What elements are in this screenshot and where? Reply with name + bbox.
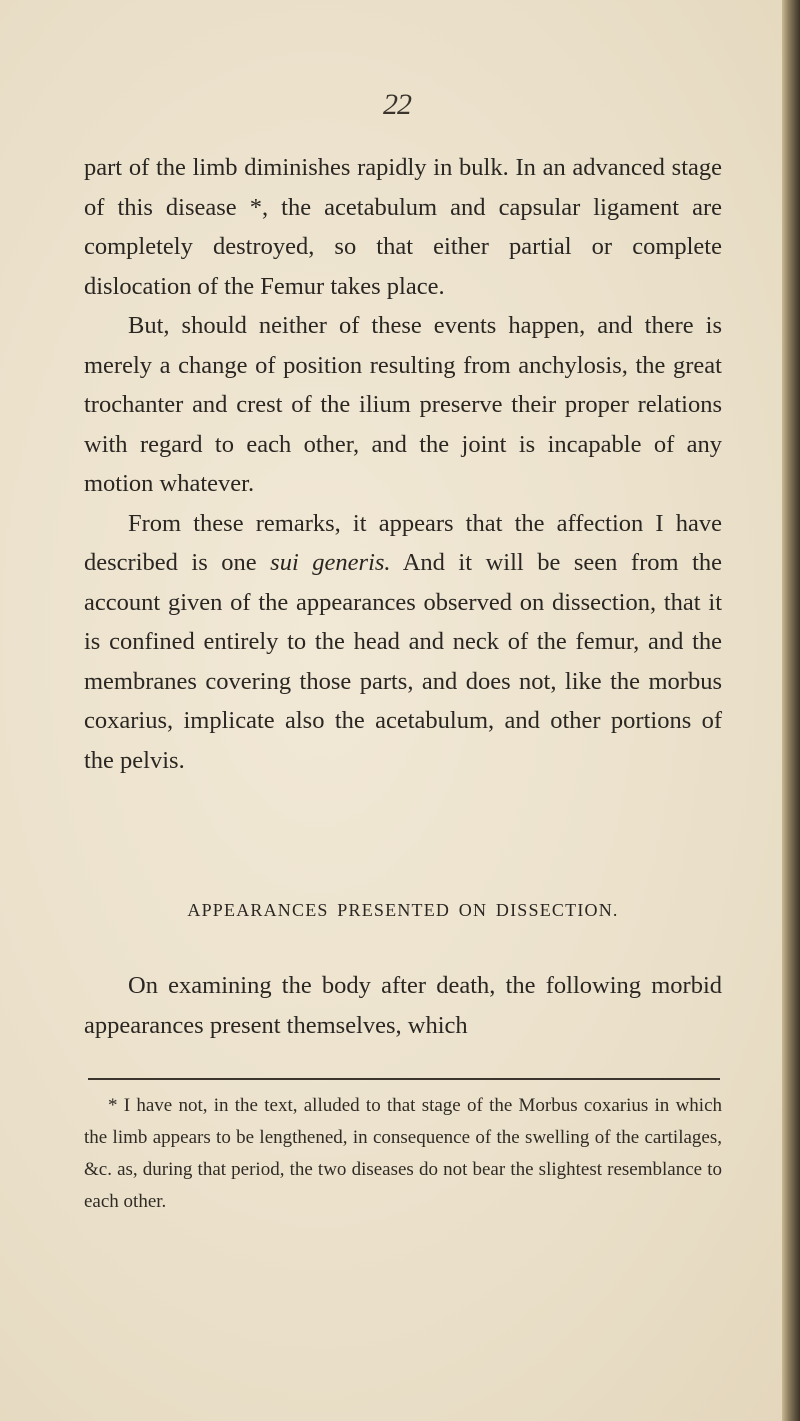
footnote-divider xyxy=(88,1078,720,1080)
footnote-text: * I have not, in the text, alluded to that stage of the Morbus coxarius in which the limb appears to be lengthened, in consequence of the swelling of the cartilages, &c. as, during that period, the two diseases do not bear the slightest resemblance to each other. xyxy=(84,1095,722,1212)
paragraph-3-end: And it will be seen from the account given of the appearances observed on dissection, that it is confined entirely to the head and neck of the femur, and the membranes covering those parts, and does not, like the morbus coxarius, implicate also the acetabulum, and other portions of the pelvis. xyxy=(84,549,722,774)
section-heading: APPEARANCES PRESENTED ON DISSECTION. xyxy=(187,900,619,920)
section-paragraph-1: On examining the body after death, the following morbid appearances present themselves, which xyxy=(84,972,722,1039)
paragraph-3 xyxy=(84,504,722,781)
page-number: 22 xyxy=(383,88,411,121)
footnote xyxy=(84,1090,722,1218)
main-text xyxy=(84,148,722,780)
paragraph-3-start: From these remarks, it appears that the affection I have described is one xyxy=(84,509,722,576)
section-text xyxy=(84,966,722,1045)
latin-phrase: sui generis. xyxy=(270,549,391,576)
page-binding-edge xyxy=(782,0,800,1421)
paragraph-2: But, should neither of these events happen, and there is merely a change of position resulting from anchylosis, the great trochanter and crest of the ilium preserve their proper relations with regard to each other, and the joint is incapable of any motion whatever. xyxy=(84,312,722,497)
paragraph-1: part of the limb diminishes rapidly in bulk. In an advanced stage of this disease *, the acetabulum and capsular ligament are completely destroyed, so that either partial or complete dislocation of the Femur takes place. xyxy=(84,154,722,300)
